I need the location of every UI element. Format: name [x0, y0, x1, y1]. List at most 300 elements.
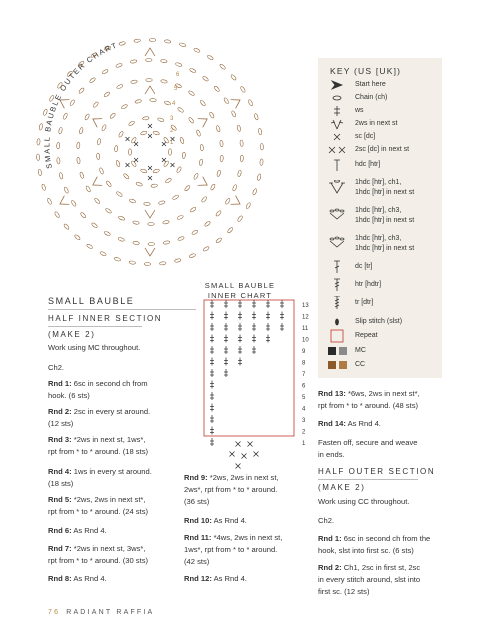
- chain-stitch: [165, 178, 172, 184]
- round-text: *2ws in next st, 1ws*,: [73, 435, 146, 444]
- chain-stitch: [56, 142, 59, 149]
- bobble-stitch: [145, 48, 155, 56]
- ws-stitch: [224, 323, 228, 331]
- round-text: rpt from * to * around. (48 sts): [318, 401, 419, 410]
- chain-stitch: [200, 100, 207, 107]
- bobble-stitch: [231, 196, 243, 209]
- two-sc-cross-icon: [326, 143, 352, 157]
- chain-stitch: [119, 41, 126, 45]
- ws-stitch: [252, 312, 256, 320]
- chain-stitch: [59, 172, 64, 179]
- chain-stitch: [176, 166, 182, 173]
- chain-stitch: [131, 137, 137, 144]
- bobble-stitch: [145, 248, 155, 256]
- key-label-line: CC: [355, 361, 366, 368]
- round-text: As Rnd 4.: [73, 526, 107, 535]
- key-item-label: [355, 178, 441, 198]
- ws-stitch: [252, 323, 256, 331]
- chain-stitch: [106, 180, 112, 187]
- chain-stitch: [204, 221, 211, 227]
- chain-stitch: [101, 124, 107, 131]
- chain-stitch: [174, 258, 181, 262]
- key-item-label: [355, 317, 441, 327]
- round-label: Rnd 9:: [184, 473, 208, 482]
- ws-stitch: [238, 335, 242, 343]
- chain-stitch: [63, 223, 70, 230]
- hdc-icon: [326, 158, 352, 172]
- chain-stitch: [188, 117, 194, 124]
- chain-stitch: [245, 202, 251, 209]
- chain-stitch: [179, 137, 184, 144]
- row-number: 12: [302, 314, 309, 321]
- chain-stitch: [159, 261, 166, 265]
- round-label: Rnd 2:: [48, 407, 72, 416]
- round-text: *2ws, 2ws in next st,: [209, 473, 279, 482]
- dc-icon: [326, 260, 352, 274]
- chain-stitch: [41, 184, 46, 191]
- chain-stitch: [77, 157, 81, 164]
- round-label: Rnd 7:: [48, 544, 72, 553]
- bobble-stitch: [145, 86, 155, 94]
- chain-stitch: [146, 58, 152, 61]
- chain-stitch: [97, 138, 101, 145]
- instruction-text: Ch2.: [48, 363, 65, 372]
- key-item: [318, 180, 442, 194]
- tr-icon: [326, 296, 352, 310]
- key-title: KEY (US [UK]): [330, 66, 402, 76]
- chain-stitch: [196, 130, 201, 137]
- chain-stitch: [133, 241, 140, 245]
- chain-stitch: [216, 125, 221, 132]
- round-instruction: [318, 418, 381, 430]
- outer-round-number: 1: [170, 140, 174, 146]
- ws-stitch: [252, 335, 256, 343]
- ws-stitch: [224, 346, 228, 354]
- key-label-line: 1hdc [htr], ch1,: [355, 179, 402, 186]
- round-instruction: [184, 515, 247, 527]
- bobble-stitch: [90, 115, 102, 128]
- chain-stitch: [200, 144, 204, 151]
- start-arrow-icon: [326, 78, 352, 92]
- chain-stitch: [63, 113, 68, 120]
- chain-stitch: [215, 237, 222, 243]
- key-label-line: sc [dc]: [355, 133, 376, 140]
- chain-stitch: [115, 63, 122, 68]
- sc-stitch: [230, 452, 235, 457]
- ws-stitch: [266, 300, 270, 308]
- ws-stitch: [266, 335, 270, 343]
- ws-stitch: [210, 300, 214, 308]
- round-label: Rnd 12:: [184, 574, 212, 583]
- chain-stitch: [163, 137, 169, 144]
- chain-stitch: [257, 174, 261, 181]
- key-item: [318, 158, 442, 172]
- chain-stitch: [96, 153, 100, 160]
- book-title: RADIANT RAFFIA: [66, 609, 155, 616]
- page-footer: [48, 609, 154, 616]
- repeat-bracket: [204, 300, 294, 436]
- chain-stitch: [118, 237, 125, 242]
- bobble-ch1-icon: [326, 180, 352, 194]
- key-item: [318, 296, 442, 310]
- key-item-label: [355, 160, 441, 170]
- key-item-label: [355, 346, 441, 356]
- key-item: [318, 278, 442, 292]
- outer-round-number: 2: [170, 128, 174, 134]
- key-item: [318, 358, 442, 372]
- chain-stitch: [85, 185, 91, 192]
- chain-stitch: [163, 240, 170, 244]
- chain-stitch: [210, 184, 216, 191]
- chain-stitch: [37, 139, 41, 146]
- chain-stitch: [39, 123, 43, 130]
- page-number: 76: [48, 609, 61, 616]
- chain-stitch: [177, 107, 184, 113]
- chain-stitch: [77, 142, 81, 149]
- key-label-line: Repeat: [355, 332, 378, 339]
- chain-stitch: [149, 38, 155, 41]
- round-instruction: [184, 532, 282, 568]
- chain-stitch: [237, 125, 242, 132]
- chain-stitch: [130, 59, 137, 63]
- round-instruction: [318, 533, 430, 557]
- instruction-text: Work using CC throughout.: [318, 497, 410, 506]
- key-item-label: [355, 106, 441, 116]
- sc-stitch: [148, 124, 152, 128]
- chain-stitch: [64, 187, 69, 194]
- key-label-line: Slip stitch (slst): [355, 318, 403, 325]
- key-item: [318, 104, 442, 118]
- chain-stitch: [164, 101, 171, 106]
- round-text: (12 sts): [48, 419, 74, 428]
- round-text: hook. (6 sts): [48, 391, 90, 400]
- sc-stitch: [126, 163, 130, 167]
- chain-stitch: [223, 97, 229, 104]
- key-item-label: [355, 206, 441, 226]
- chain-stitch: [207, 55, 214, 61]
- chain-stitch: [129, 261, 136, 265]
- chain-stitch: [177, 215, 184, 220]
- htr-icon: [326, 278, 352, 292]
- key-label-line: hdc [htr]: [355, 161, 381, 168]
- ws-stitch: [238, 312, 242, 320]
- ws-stitch: [280, 312, 284, 320]
- chain-stitch: [100, 251, 107, 256]
- section-title: SMALL BAUBLE: [48, 296, 135, 306]
- ws-icon: [326, 104, 352, 118]
- outer-round-number: 3: [170, 116, 174, 122]
- bobble-stitch: [198, 115, 210, 128]
- chain-stitch: [161, 59, 168, 63]
- key-item: [318, 260, 442, 274]
- round-text: (18 sts): [48, 479, 74, 488]
- chain-stitch: [199, 159, 203, 166]
- chain-stitch: [177, 236, 184, 241]
- chain-oval-icon: [326, 91, 352, 105]
- round-text: 6sc in second ch from: [73, 379, 148, 388]
- chain-stitch: [131, 160, 137, 167]
- chain-stitch: [93, 101, 99, 108]
- chain-stitch: [219, 63, 226, 69]
- key-item: [318, 117, 442, 131]
- key-label-line: dc [tr]: [355, 263, 373, 270]
- chain-stitch: [140, 131, 147, 136]
- chain-stitch: [220, 140, 224, 147]
- key-item-label: [355, 93, 441, 103]
- chain-stitch: [220, 155, 224, 162]
- chain-stitch: [209, 112, 215, 119]
- ws-stitch: [210, 392, 214, 400]
- chain-stitch: [114, 145, 118, 152]
- mc-swatch-icon: [326, 344, 352, 358]
- round-text: As Rnd 4.: [73, 574, 107, 583]
- round-label: Rnd 1:: [318, 534, 342, 543]
- key-item-label: [355, 132, 441, 142]
- chain-stitch: [78, 87, 85, 94]
- round-instruction: [48, 573, 107, 585]
- key-label-line: 1hdc [htr] in next st: [355, 189, 415, 196]
- round-label: Rnd 8:: [48, 574, 72, 583]
- repeat-bracket-icon: [326, 329, 352, 343]
- sc-stitch: [148, 166, 152, 170]
- outer-chart: [0, 0, 300, 300]
- sc-stitch: [162, 142, 166, 146]
- chain-stitch: [144, 262, 150, 265]
- key-label-line: 1hdc [htr], ch3,: [355, 207, 402, 214]
- round-text: *2ws, 2ws in next st*,: [73, 495, 146, 504]
- sc-stitch: [148, 134, 152, 138]
- ws-stitch: [252, 346, 256, 354]
- chain-stitch: [131, 80, 138, 84]
- inner-chart-stitches: [210, 300, 284, 469]
- ws-stitch: [224, 312, 228, 320]
- key-item-label: [355, 280, 441, 290]
- key-item: [318, 143, 442, 157]
- round-text: 2ws*, rpt from * to * around.: [184, 485, 278, 494]
- chain-stitch: [260, 144, 263, 151]
- key-item-label: [355, 262, 441, 272]
- row-number: 6: [302, 383, 306, 390]
- chain-stitch: [54, 211, 60, 218]
- chain-stitch: [109, 112, 116, 119]
- sc-stitch: [171, 163, 175, 167]
- ws-stitch: [252, 300, 256, 308]
- chain-stitch: [58, 127, 62, 134]
- key-item: [318, 329, 442, 343]
- key-item: [318, 91, 442, 105]
- chain-stitch: [91, 222, 98, 228]
- chain-stitch: [182, 152, 186, 159]
- chain-stitch: [153, 131, 160, 136]
- chain-stitch: [99, 167, 104, 174]
- bobble-ch3-icon: [326, 208, 352, 222]
- round-text: As Rnd 4.: [347, 419, 381, 428]
- key-label-line: 1hdc [htr] in next st: [355, 245, 415, 252]
- outer-round-number: 5: [174, 86, 178, 92]
- row-number: 9: [302, 349, 306, 355]
- round-label: Rnd 5:: [48, 495, 72, 504]
- ws-stitch: [210, 381, 214, 389]
- round-text: 2sc in every st around.: [73, 407, 151, 416]
- round-text: rpt from * to * around. (24 sts): [48, 507, 149, 516]
- key-item: [318, 236, 442, 250]
- ws-stitch: [210, 346, 214, 354]
- outer-chart-spokes: [57, 48, 242, 256]
- round-text: As Rnd 4.: [213, 574, 247, 583]
- chain-stitch: [190, 206, 197, 212]
- round-label: Rnd 14:: [318, 419, 346, 428]
- key-label-line: htr [hdtr]: [355, 281, 382, 288]
- bobble-stitch: [145, 210, 155, 218]
- chain-stitch: [74, 234, 81, 240]
- row-number: 1: [302, 441, 306, 447]
- round-text: hook, slst into first sc. (6 sts): [318, 546, 414, 555]
- subsection-note: (MAKE 2): [318, 483, 366, 492]
- chain-stitch: [188, 90, 195, 96]
- chain-stitch: [225, 198, 231, 205]
- chain-stitch: [189, 68, 196, 74]
- row-number: 7: [302, 372, 306, 378]
- chain-stitch: [84, 113, 90, 120]
- chain-stitch: [134, 39, 141, 43]
- row-number: 5: [302, 395, 306, 401]
- outer-round-numbers: [170, 72, 180, 146]
- chain-stitch: [129, 149, 132, 155]
- chain-stitch: [172, 194, 179, 200]
- key-item-label: [355, 119, 441, 129]
- ws-stitch: [280, 300, 284, 308]
- chain-stitch: [144, 202, 151, 205]
- sc-stitch: [242, 454, 247, 459]
- chain-stitch: [118, 216, 125, 221]
- key-item: [318, 208, 442, 222]
- subsection-note: (MAKE 2): [48, 330, 96, 339]
- chain-stitch: [215, 210, 222, 217]
- chain-stitch: [189, 253, 196, 258]
- round-instruction: [184, 573, 247, 585]
- chain-stitch: [260, 159, 264, 166]
- divider: [48, 309, 196, 310]
- chain-stitch: [179, 42, 186, 47]
- chain-stitch: [214, 85, 221, 92]
- round-text: 1ws in every st around.: [73, 467, 152, 476]
- round-label: Rnd 6:: [48, 526, 72, 535]
- key-label-line: ws: [355, 107, 364, 114]
- round-instruction: [48, 434, 148, 458]
- ws-stitch: [210, 427, 214, 435]
- chain-stitch: [193, 48, 200, 53]
- chain-stitch: [142, 116, 149, 120]
- key-item: [318, 130, 442, 144]
- key-item: [318, 78, 442, 92]
- round-label: Rnd 3:: [48, 435, 72, 444]
- round-text: As Rnd 4.: [213, 516, 247, 525]
- chain-stitch: [118, 131, 124, 138]
- ws-stitch: [238, 358, 242, 366]
- round-text: first sc. (12 sts): [318, 587, 370, 596]
- round-text: (42 sts): [184, 557, 210, 566]
- sc-stitch: [248, 442, 253, 447]
- round-text: (36 sts): [184, 497, 210, 506]
- ws-stitch: [210, 358, 214, 366]
- chain-stitch: [175, 62, 182, 67]
- chain-stitch: [164, 39, 171, 43]
- key-label-line: Start here: [355, 81, 386, 88]
- round-instruction: [48, 406, 150, 430]
- sc-stitch: [254, 452, 259, 457]
- chain-stitch: [202, 76, 209, 82]
- round-instruction: [48, 543, 148, 567]
- chain-stitch: [94, 198, 101, 205]
- sc-stitch: [148, 176, 152, 180]
- ws-stitch: [210, 323, 214, 331]
- chain-stitch: [80, 212, 87, 219]
- chain-stitch: [163, 160, 169, 167]
- key-item-label: [355, 80, 441, 90]
- outer-chart-title: SMALL BAUBLE OUTER CHART: [42, 40, 120, 170]
- chain-stitch: [216, 170, 221, 177]
- round-instruction: [184, 472, 279, 508]
- chain-stitch: [227, 227, 234, 234]
- round-text: *2ws in next st, 3ws*,: [73, 544, 146, 553]
- cc-swatch-icon: [326, 358, 352, 372]
- bobble-stitch: [198, 177, 210, 190]
- round-label: Rnd 1:: [48, 379, 72, 388]
- chain-stitch: [203, 246, 210, 252]
- key-label-line: 2ws in next st: [355, 120, 398, 127]
- key-label-line: 1hdc [htr], ch3,: [355, 235, 402, 242]
- round-instruction: [48, 378, 148, 402]
- instruction-text: Ch2.: [318, 516, 335, 525]
- chain-stitch: [103, 91, 110, 97]
- chain-stitch: [258, 128, 262, 135]
- chain-stitch: [57, 157, 61, 164]
- key-item-label: [355, 331, 441, 341]
- instruction-text: [318, 437, 417, 461]
- chain-stitch: [201, 196, 207, 203]
- chain-stitch: [104, 231, 111, 237]
- sc-stitch: [134, 158, 138, 162]
- round-text: Ch1, 2sc in first st, 2sc: [343, 563, 421, 572]
- round-instruction: [318, 562, 420, 598]
- chain-stitch: [146, 78, 152, 81]
- round-text: 6sc in second ch from the: [343, 534, 431, 543]
- chain-stitch: [135, 99, 142, 103]
- key-item-label: [355, 298, 441, 308]
- chain-stitch: [148, 242, 154, 245]
- chain-stitch: [133, 221, 140, 225]
- chain-stitch: [47, 198, 53, 205]
- chain-stitch: [248, 99, 254, 106]
- ws-stitch: [224, 369, 228, 377]
- row-number: 4: [302, 406, 306, 413]
- key-label-line: 2sc [dc] in next st: [355, 146, 410, 153]
- ws-stitch: [224, 300, 228, 308]
- chain-stitch: [252, 188, 257, 195]
- chain-stitch: [105, 208, 112, 214]
- row-number: 8: [302, 360, 306, 367]
- row-number: 2: [302, 429, 306, 436]
- two-sc-icon: [326, 117, 352, 131]
- key-item-label: [355, 145, 441, 155]
- chain-stitch: [102, 69, 109, 75]
- instruction-line: Fasten off, secure and weave: [318, 438, 418, 447]
- chain-stitch: [86, 243, 93, 249]
- ws-stitch: [224, 358, 228, 366]
- chain-stitch: [237, 170, 241, 177]
- subsection-title: HALF OUTER SECTION: [318, 467, 436, 476]
- row-number: 11: [302, 326, 309, 332]
